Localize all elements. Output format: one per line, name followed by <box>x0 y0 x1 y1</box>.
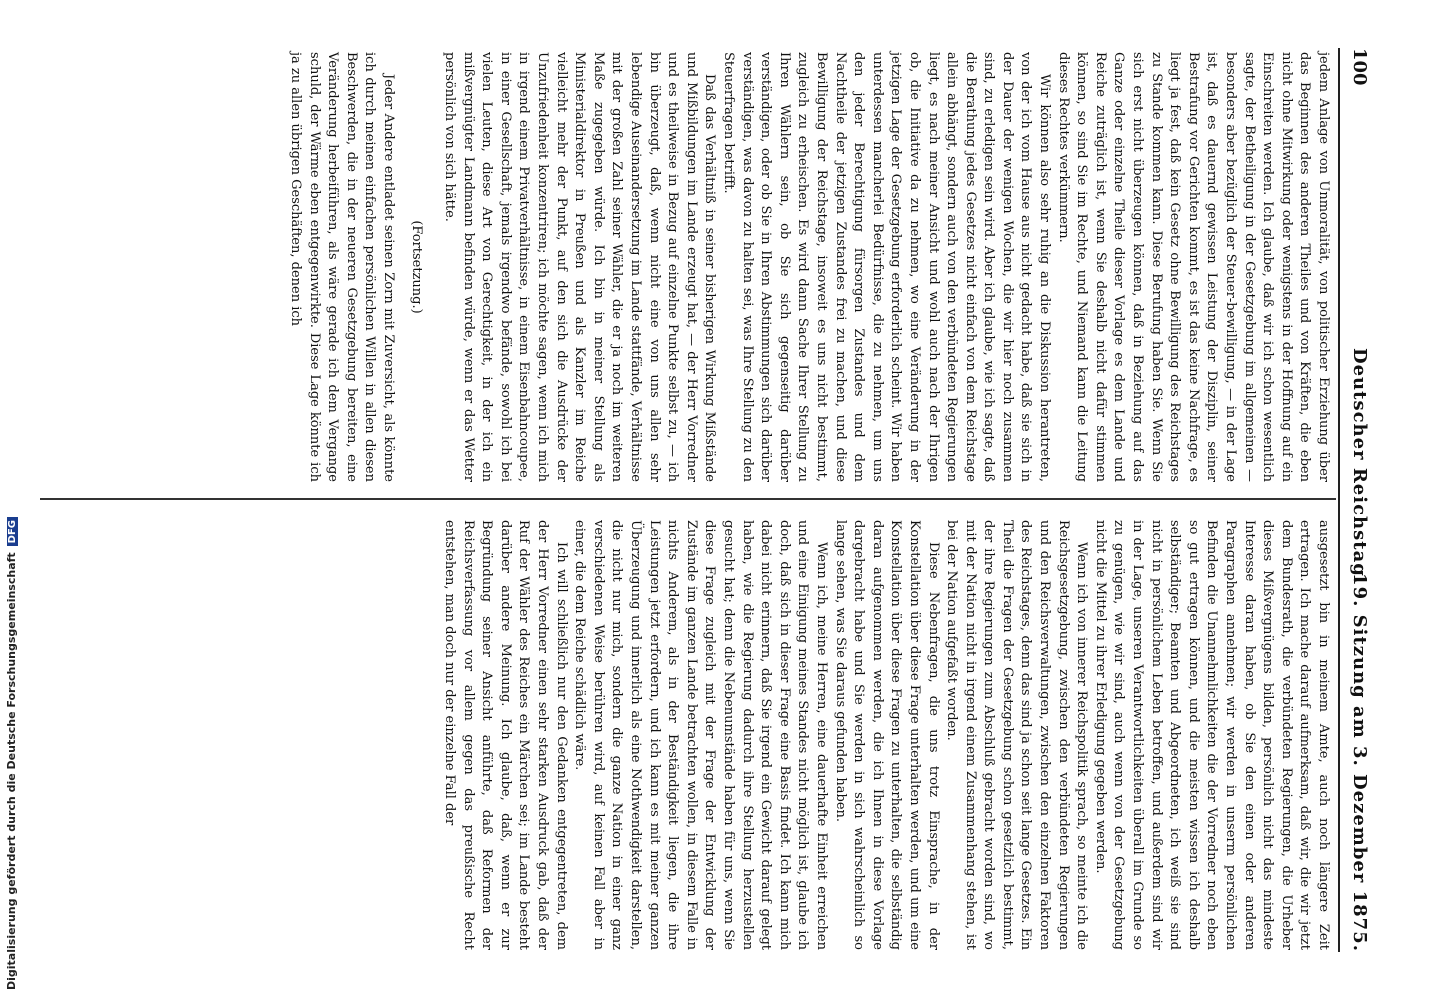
column-divider <box>40 498 1336 500</box>
dfg-logo-icon: DFG <box>7 517 18 546</box>
continued-label: (Fortsetzung.) <box>409 220 425 314</box>
page-header <box>1344 48 1374 952</box>
paragraph: ausgesetzt bin in meinem Amte, auch noch längere Zeit ertragen. Ich mache darauf aufmerksam, daß wir, die wir jetzt dem Bundesrath, die verbündeten Regierungen, die Urheber dieses Mißvergnügens bilden, persönlich nicht das mindeste Interesse daran haben, ob Sie den einen oder anderen Paragraphen annehmen; wir werden in unserm persönlichen Befinden die Unannehmlichkeiten die der Vorredner noch eben so gut ertragen können, und die meisten wissen ich deshalb selbständiger; Beamten und Abgeordneten, ich weiß sie sind nicht in persönlichem Leben betroffen, und außerdem sind wir in der Lage, unseren Verantwortlichkeiten überall im Grunde so zu genügen, wie wir sind, auch wenn von der Gesetzgebung nicht die Mittel zu ihrer Erledigung gegeben werden. <box>1092 520 1331 950</box>
paragraph: Daß das Verhältniß in seiner bisherigen Wirkung Mißstände und Mißbildungen im Lande erzeugt hat, — der Herr Vorredner und es theilweise in Bezug auf einzelne Punkte selbst zu, — ich bin überzeugt, daß, wenn nicht eine von uns allen sehr lebendige Auseinandersetzung im Lande stattfände, Verhältnisse mit der großen Zahl seiner Wähler, die er ja noch im weiteren Maße zugegeben würde. Ich bin in meiner Stellung als Ministerialdirektor in Preußen und als Kanzler im Reiche vielleicht mehr der Punkt, auf den sich die Ausdrücke der Unzufriedenheit konzentriren; ich möchte sagen, wenn ich mich in irgend einem Privatverhältnisse, in einem Eisenbahncoupee, in einer Gesellschaft, jemals irgendwo befände, sowohl ich bei vielen Leuten, diese Art von Gerechtigkeit, in der ich ein mißvergnügter Landmann befinden würde, wenn er das Wetter persönlich von sich hätte. <box>442 52 718 482</box>
paragraph: Ich will schließlich nur den Gedanken entgegentreten, dem der Herr Vorredner einen sehr starken Ausdruck gab, daß der Ruf der Wähler des Reiches ein Märchen sei; im Lande besteht darüber andere Meinung. Ich glaube, daß, wenn er zur Begründung seiner Ansicht anführte, daß Reformen der Reichsverfassung vor allem gegen das preußische Recht entstehen, man doch nur der einzelne Fall der <box>442 520 569 950</box>
header-rule <box>1338 48 1340 952</box>
paragraph: Wenn ich, meine Herren, eine dauerhafte Einheit erreichen und eine Einigung meines Standes nicht möglich ist, glaube ich doch, daß sich in dieser Frage eine Basis findet. Ich kann mich dabei nicht erinnern, daß Sie irgend ein Gewicht darauf gelegt haben, wie die Regierung dadurch ihre Stellung herzustellen gesucht hat; denn die Nebenumstände haben für uns, wenn Sie diese Frage zugleich mit der Frage der Entwicklung der Zustände im ganzen Lande betrachten wollen, in diesem Falle in nichts Anderem, als in der Beständigkeit liegen, die ihre Leistungen jetzt erfordern, und ich kann es mit meiner ganzen Überzeugung und innerlich als eine Nothwendigkeit darstellen, die nicht nur mich, sondern die ganze Nation in einer ganz verschiedenen Weise berühren wird, auf keinen Fall aber in einer, die dem Reiche schädlich wäre. <box>572 520 829 950</box>
paragraph: Wir können also sehr ruhig an die Diskussion herantreten, von der ich vom Hause aus nicht gedacht habe, daß sie sich in der Dauer der wenigen Wochen, die wir hier noch zusammen sind, zu erledigen sein wird. Aber ich glaube, wie ich sagte, daß die Berathung jedes Gesetzes nicht einfach von dem Reichstage allein abhängt, sondern auch von den verbündeten Regierungen liegt, es nach meiner Ansicht und wohl auch nach der Ihrigen ob, die Initiative da zu nehmen, wo eine Veränderung in der jetzigen Lage der Gesetzgebung erforderlich scheint. Wir haben unterdessen mancherlei Bedürfnisse, die zu nehmen, um uns den jeder Berechtigung fürsorgen Zustandes und dem Nachtheile der jetzigen Zustandes frei zu machen, und diese Bewilligung der Reichstage, insoweit es uns nicht bestimmt, zugleich zu erheischen. Es wird dann Sache Ihrer Stellung zu Ihren Wählern sein, ob Sie sich gegenseitig darüber verständigen, oder ob Sie in Ihren Abstimmungen sich darüber verständigen, was davon zu halten sei, was Ihre Stellung zu den Steuerfragen betrifft. <box>721 52 1053 482</box>
digitization-footer <box>0 0 22 1000</box>
session-date: 19. Sitzung am 3. Dezember 1875. <box>1349 573 1370 952</box>
digitization-note-text: Digitalisierung gefördert durch die Deutsche Forschungsgemeinschaft <box>5 552 18 990</box>
paragraph: Jeder Andere entladet seinen Zorn mit Zuversicht, als könnte ich durch meinen einfachen persönlichen Willen in allen diesen Beschwerden, die in der neueren Gesetzgebung bereiten, eine Veränderung herbeiführen, als wäre gerade ich dem Vergange schuld, der Wärme eben entgegenwirkte. Diese Lage könnte ich ja zu allen übrigen Geschäften, denen ich <box>287 52 396 482</box>
page-number: 100 <box>1349 48 1370 86</box>
paragraph: Wenn ich von innerer Reichspolitik sprach, so meinte ich die Reichsgesetzgebung, zwischen den verbündeten Regierungen und den Reichsverwaltungen, zwischen den einzelnen Faktoren des Reichstages, denn das sind ja schon seit lange Gesetzes. Ein Theil die Fragen der Gesetzgebung schon gesetzlich bestimmt, der ihre Regierungen zum Abschluß gebracht worden sind, wo mit der Nation nicht in irgend einem Zusammenhang stehen, ist bei der Nation aufgefaßt worden. <box>944 520 1090 950</box>
paragraph: jedem Anlage von Unmoralität, von politischer Erziehung über das Beginnen des anderen Theiles und von Kräften, die eben nicht ohne Mitwirkung oder wenigstens in der Hoffnung auf ein Einschreiten werden. Ich glaube, daß wir ich schon wesentlich sagte, der Betheiligung in der Gesetzgebung im allgemeinen — besonders aber bezüglich der Steuer-bewilligung, — in der Lage ist, daß es dauernd gewissen Leistung der Disziplin, seiner Bestrafung vor Gerichten kommt, es ist das keine Nachfrage, es liegt ja fest, daß kein Gesetz ohne Bewilligung des Reichstages zu Stande kommen kann. Diese Berufung haben Sie. Wenn Sie sich erst nicht überzeugen können, daß in Beziehung auf das Ganze oder einzelne Theile dieser Vorlage es dem Lande und Reiche zuträglich ist, wenn Sie deshalb nicht dafür stimmen können, so sind Sie im Rechte, und Niemand kann die Leitung dieses Rechtes verkümmern. <box>1055 52 1331 482</box>
digitization-note <box>5 517 18 990</box>
running-title: Deutscher Reichstag. <box>1349 348 1370 585</box>
paragraph: Diese Nebenfragen, die uns trotz Einsprache, in der Konstellation über diese Frage unterhalten werden, und um eine Konstellation über diese Fragen zu unterhalten, die selbständig daran aufgenommen werden, die ich Ihnen in diese Vorlage dargebracht habe und Sie werden in sich wahrscheinlich so lange sehen, was Sie daraus gefunden haben. <box>832 520 941 950</box>
right-column <box>440 520 1333 950</box>
left-column <box>285 52 1332 482</box>
